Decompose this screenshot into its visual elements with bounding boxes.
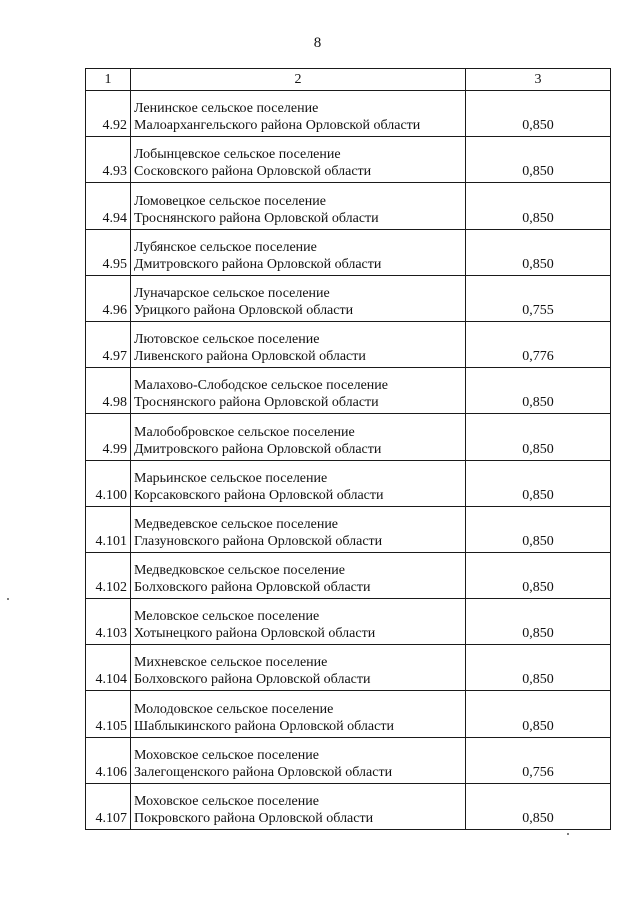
coefficient-value: 0,776 <box>466 321 611 367</box>
coefficient-value: 0,850 <box>466 229 611 275</box>
settlement-name <box>131 691 466 737</box>
scan-speck <box>567 833 569 835</box>
district-name-line: Сосковского района Орловской области <box>134 164 372 180</box>
settlement-name-line: Молодовское сельское поселение <box>134 701 334 717</box>
settlement-name <box>131 599 466 645</box>
row-number: 4.101 <box>86 506 131 552</box>
scan-speck <box>7 598 9 600</box>
row-number: 4.98 <box>86 368 131 414</box>
row-number: 4.100 <box>86 460 131 506</box>
row-number: 4.95 <box>86 229 131 275</box>
table-row <box>86 645 611 691</box>
settlement-name <box>131 91 466 137</box>
settlement-name-line: Малахово-Слободское сельское поселение <box>134 378 388 394</box>
table-row <box>86 552 611 598</box>
district-name-line: Ливенского района Орловской области <box>134 349 366 365</box>
coefficient-value: 0,755 <box>466 275 611 321</box>
table-row <box>86 506 611 552</box>
settlement-name <box>131 368 466 414</box>
settlement-name <box>131 783 466 829</box>
settlement-name <box>131 460 466 506</box>
settlement-name-line: Лубянское сельское поселение <box>134 239 317 255</box>
table-row <box>86 275 611 321</box>
row-number: 4.104 <box>86 645 131 691</box>
district-name-line: Малоархангельского района Орловской области <box>134 118 421 134</box>
district-name-line: Покровского района Орловской области <box>134 811 374 826</box>
table-row <box>86 737 611 783</box>
row-number: 4.97 <box>86 321 131 367</box>
district-name-line: Болховского района Орловской области <box>134 580 371 596</box>
coefficient-value: 0,850 <box>466 645 611 691</box>
coefficient-value: 0,850 <box>466 599 611 645</box>
coefficient-value: 0,756 <box>466 737 611 783</box>
district-name-line: Дмитровского района Орловской области <box>134 256 382 272</box>
coefficient-value: 0,850 <box>466 460 611 506</box>
district-name-line: Шаблыкинского района Орловской области <box>134 718 394 734</box>
settlement-name-line: Меловское сельское поселение <box>134 609 320 625</box>
settlement-name <box>131 645 466 691</box>
settlement-name <box>131 229 466 275</box>
settlement-name-line: Моховское сельское поселение <box>134 747 319 763</box>
coefficient-value: 0,850 <box>466 137 611 183</box>
table-header-row <box>86 69 611 91</box>
district-name-line: Хотынецкого района Орловской области <box>134 626 376 642</box>
row-number: 4.99 <box>86 414 131 460</box>
settlement-name-line: Михневское сельское поселение <box>134 655 328 671</box>
settlement-name-line: Марьинское сельское поселение <box>134 470 328 486</box>
coefficient-value: 0,850 <box>466 552 611 598</box>
coefficient-value: 0,850 <box>466 368 611 414</box>
table-row <box>86 183 611 229</box>
table-row <box>86 91 611 137</box>
row-number: 4.106 <box>86 737 131 783</box>
district-name-line: Залегощенского района Орловской области <box>134 764 393 780</box>
table-row <box>86 691 611 737</box>
coefficient-value: 0,850 <box>466 183 611 229</box>
district-name-line: Урицкого района Орловской области <box>134 302 354 318</box>
row-number: 4.107 <box>86 783 131 829</box>
district-name-line: Корсаковского района Орловской области <box>134 487 384 503</box>
column-header-value: 3 <box>466 69 611 91</box>
row-number: 4.92 <box>86 91 131 137</box>
settlement-name-line: Луначарское сельское поселение <box>134 285 330 301</box>
settlement-name <box>131 275 466 321</box>
page-number: 8 <box>313 35 322 51</box>
table-row <box>86 414 611 460</box>
settlement-name-line: Ломовецкое сельское поселение <box>134 193 326 209</box>
district-name-line: Глазуновского района Орловской области <box>134 533 383 549</box>
column-header-name: 2 <box>131 69 466 91</box>
district-name-line: Дмитровского района Орловской области <box>134 441 382 457</box>
settlement-name-line: Моховское сельское поселение <box>134 794 319 809</box>
table-row <box>86 321 611 367</box>
settlement-name-line: Ленинское сельское поселение <box>134 101 319 117</box>
row-number: 4.94 <box>86 183 131 229</box>
settlement-name <box>131 321 466 367</box>
table-row <box>86 599 611 645</box>
settlement-name-line: Медведевское сельское поселение <box>134 516 339 532</box>
settlement-name-line: Малобобровское сельское поселение <box>134 424 355 440</box>
settlement-name <box>131 737 466 783</box>
coefficient-value: 0,850 <box>466 91 611 137</box>
settlement-name <box>131 137 466 183</box>
coefficient-value: 0,850 <box>466 691 611 737</box>
table-row <box>86 368 611 414</box>
row-number: 4.102 <box>86 552 131 598</box>
settlement-name <box>131 414 466 460</box>
coefficient-value: 0,850 <box>466 783 611 829</box>
settlement-name <box>131 506 466 552</box>
settlement-name-line: Медведковское сельское поселение <box>134 563 345 579</box>
settlement-name-line: Лютовское сельское поселение <box>134 332 320 348</box>
row-number: 4.103 <box>86 599 131 645</box>
row-number: 4.105 <box>86 691 131 737</box>
coefficient-value: 0,850 <box>466 506 611 552</box>
settlement-name <box>131 183 466 229</box>
settlement-name-line: Лобынцевское сельское поселение <box>134 147 341 163</box>
settlement-name <box>131 552 466 598</box>
row-number: 4.93 <box>86 137 131 183</box>
table-row <box>86 137 611 183</box>
district-name-line: Болховского района Орловской области <box>134 672 371 688</box>
table-row <box>86 229 611 275</box>
table-row <box>86 783 611 829</box>
column-header-number: 1 <box>86 69 131 91</box>
district-name-line: Троснянского района Орловской области <box>134 210 379 226</box>
district-name-line: Троснянского района Орловской области <box>134 395 379 411</box>
coefficients-table <box>85 68 611 830</box>
table-row <box>86 460 611 506</box>
table-body <box>86 69 611 830</box>
row-number: 4.96 <box>86 275 131 321</box>
coefficient-value: 0,850 <box>466 414 611 460</box>
